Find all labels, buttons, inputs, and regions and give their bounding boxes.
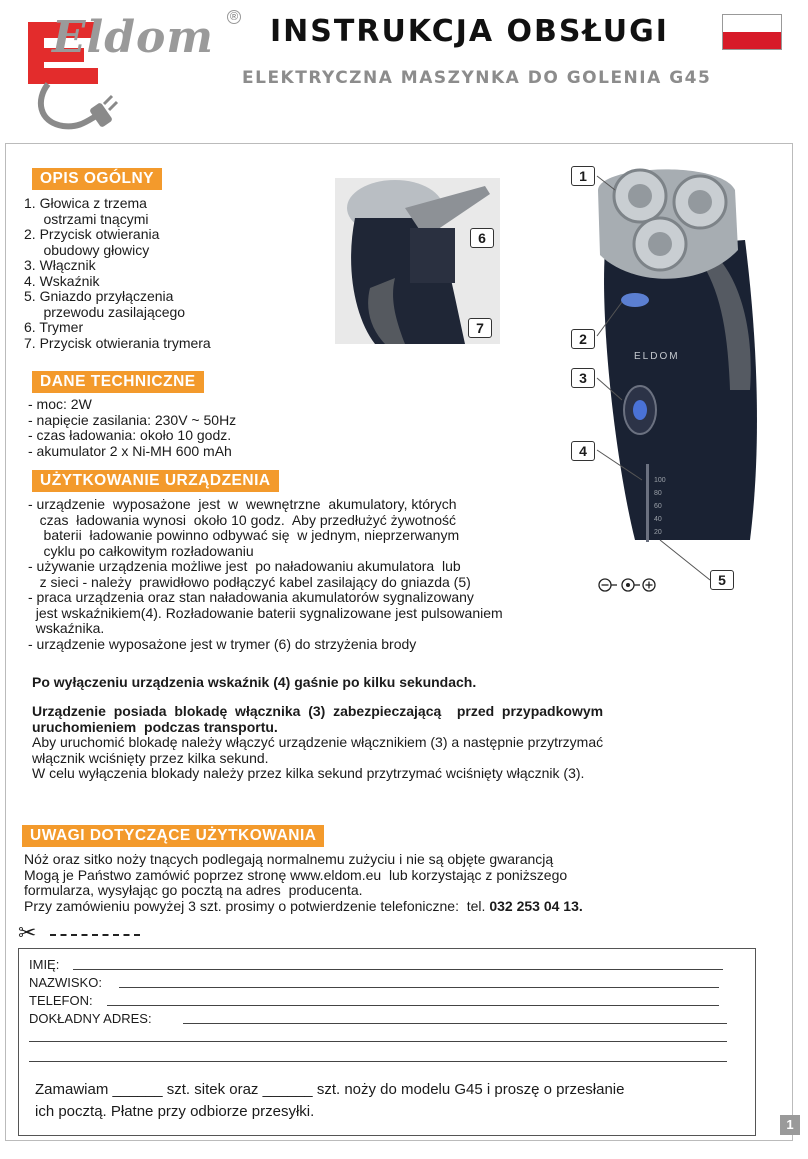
polarity-icon: [597, 577, 659, 598]
opis-list: [24, 196, 211, 351]
order-form: [18, 948, 756, 1136]
list-item: 3. Włącznik: [24, 257, 96, 273]
page-title: INSTRUKCJA OBSŁUGI: [270, 14, 669, 49]
list-item: - praca urządzenia oraz stan naładowania akumulatorów sygnalizowany: [28, 589, 474, 605]
list-item: 4. Wskaźnik: [24, 272, 100, 289]
list-item: 5. Gniazdo przyłączenia: [24, 288, 174, 304]
list-item: jest wskaźnikiem(4). Rozładowanie baterii sygnalizowane jest pulsowaniem: [28, 604, 503, 621]
name-field[interactable]: [73, 969, 723, 970]
surname-field[interactable]: [119, 987, 719, 988]
registered-mark: ®: [227, 10, 241, 24]
poland-flag-icon: [722, 14, 782, 50]
list-item: - czas ładowania: około 10 godz.: [28, 427, 232, 443]
note-line: Urządzenie posiada blokadę włącznika (3) zabezpieczającą przed przypadkowym: [32, 703, 604, 719]
scissors-icon: ✂: [18, 920, 37, 945]
callout-2: 2: [571, 329, 595, 349]
section-heading-uzytkowanie: UŻYTKOWANIE URZĄDZENIA: [32, 470, 279, 492]
list-item: wskaźnika.: [28, 620, 105, 636]
note-line: Aby uruchomić blokadę należy włączyć urządzenie włącznikiem (3) a następnie przytrzymać: [32, 734, 604, 750]
section-heading-uwagi: UWAGI DOTYCZĄCE UŻYTKOWANIA: [22, 825, 324, 847]
list-item: - moc: 2W: [28, 396, 92, 412]
form-label-nazwisko: NAZWISKO:: [29, 975, 102, 990]
list-item: - napięcie zasilania: 230V ~ 50Hz: [28, 411, 237, 428]
callout-1: 1: [571, 166, 595, 186]
list-item: - urządzenie wyposażone jest w wewnętrzne akumulatory, których: [28, 496, 457, 512]
list-item: z sieci - należy prawidłowo podłączyć kabel zasilający do gniazda (5): [28, 573, 471, 590]
scale-label: 40: [654, 516, 662, 523]
cut-line: [50, 934, 140, 936]
note-indicator-off: Po wyłączeniu urządzenia wskaźnik (4) gaśnie po kilku sekundach.: [32, 674, 477, 690]
callout-6: 6: [470, 228, 494, 248]
uwagi-line: Mogą je Państwo zamówić poprzez stronę www.eldom.eu lub korzystając z poniższego: [24, 866, 568, 883]
address-field-line-2[interactable]: [29, 1041, 727, 1042]
scale-label: 60: [654, 503, 662, 510]
form-label-imie: IMIĘ:: [29, 957, 60, 972]
uwagi-line: formularza, wysyłając go pocztą na adres producenta.: [24, 882, 363, 898]
scale-label: 100: [654, 477, 666, 484]
list-item: 1. Głowica z trzema: [24, 195, 147, 211]
list-item: 7. Przycisk otwierania trymera: [24, 334, 211, 351]
list-item: czas ładowania wynosi około 10 godz. Aby przedłużyć żywotność: [28, 511, 456, 528]
list-item: - urządzenie wyposażone jest w trymer (6) do strzyżenia brody: [28, 635, 417, 652]
uwagi-line: Nóż oraz sitko noży tnących podlegają normalnemu zużyciu i nie są objęte gwarancją: [24, 851, 554, 867]
shaver-brand-label: ELDOM: [634, 351, 680, 362]
note-line: W celu wyłączenia blokady należy przez kilka sekund przytrzymać wciśnięty włącznik (3).: [32, 765, 585, 781]
address-field-line-3[interactable]: [29, 1061, 727, 1062]
form-label-adres: DOKŁADNY ADRES:: [29, 1011, 152, 1026]
scale-label: 20: [654, 529, 662, 536]
note-line: uruchomieniem podczas transportu.: [32, 718, 278, 735]
list-item: ostrzami tnącymi: [24, 210, 149, 227]
callout-4: 4: [571, 441, 595, 461]
list-item: 2. Przycisk otwierania: [24, 226, 160, 242]
list-item: cyklu po całkowitym rozładowaniu: [28, 542, 254, 559]
list-item: 6. Trymer: [24, 319, 84, 335]
uwagi-text: [24, 852, 583, 914]
list-item: baterii ładowanie powinno odbywać się w jednym, nieprzerwanym: [28, 527, 460, 543]
note-line: włącznik wciśnięty przez kilka sekund.: [32, 749, 269, 766]
callout-leader-lines: [560, 160, 800, 600]
order-line-1: Zamawiam ______ szt. sitek oraz ______ szt. noży do modelu G45 i proszę o przesłanie: [35, 1081, 625, 1098]
list-item: obudowy głowicy: [24, 241, 150, 258]
phone-field[interactable]: [107, 1005, 719, 1006]
uzytkowanie-list: [28, 497, 503, 652]
uwagi-line: [24, 899, 583, 915]
note-lock: [32, 704, 603, 782]
scale-label: 80: [654, 490, 662, 497]
logo-text: Eldom: [52, 12, 214, 63]
callout-5: 5: [710, 570, 734, 590]
dane-list: [28, 397, 236, 459]
callout-3: 3: [571, 368, 595, 388]
page-subtitle: ELEKTRYCZNA MASZYNKA DO GOLENIA G45: [242, 68, 712, 88]
list-item: - używanie urządzenia możliwe jest po naładowaniu akumulatora lub: [28, 558, 461, 574]
list-item: - akumulator 2 x Ni-MH 600 mAh: [28, 442, 232, 459]
phone-number: 032 253 04 13.: [489, 897, 583, 914]
section-heading-opis: OPIS OGÓLNY: [32, 168, 162, 190]
callout-7: 7: [468, 318, 492, 338]
page-number: 1: [780, 1115, 800, 1135]
form-label-telefon: TELEFON:: [29, 993, 93, 1008]
section-heading-dane: DANE TECHNICZNE: [32, 371, 204, 393]
order-line-2: ich pocztą. Płatne przy odbiorze przesyłki.: [35, 1103, 315, 1120]
address-field[interactable]: [183, 1023, 727, 1024]
phone-line-text: Przy zamówieniu powyżej 3 szt. prosimy o potwierdzenie telefoniczne: tel.: [24, 897, 486, 914]
list-item: przewodu zasilającego: [24, 303, 186, 320]
